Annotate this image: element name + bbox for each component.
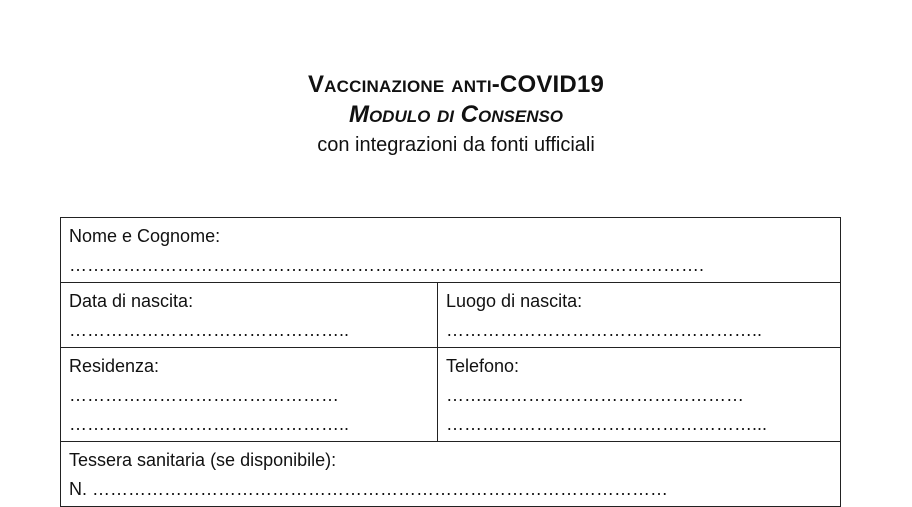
residenza-cell[interactable] [61,348,438,442]
form-row-nome [61,218,841,283]
telefono-field-line-1[interactable]: ……..…………………………………… [446,385,745,405]
form-row-contatti [61,348,841,442]
luogo-nascita-cell[interactable] [438,283,841,348]
personal-data-form [60,217,841,507]
nome-cognome-cell[interactable] [61,218,841,283]
document-header [0,70,912,159]
data-nascita-cell[interactable] [61,283,438,348]
data-nascita-label: Data di nascita: [69,291,194,311]
telefono-label: Telefono: [446,356,520,376]
tessera-sanitaria-field[interactable]: N. …………………………………………………………………………………… [69,479,669,499]
data-nascita-field[interactable]: ……………………………………….. [69,320,350,340]
nome-cognome-label: Nome e Cognome: [69,226,221,246]
document-note: con integrazioni da fonti ufficiali [317,134,595,156]
telefono-cell[interactable] [438,348,841,442]
residenza-label: Residenza: [69,356,160,376]
document-subtitle: Modulo di Consenso [348,101,564,128]
document-title: Vaccinazione anti-COVID19 [307,71,605,98]
residenza-field-line-2[interactable]: ……………………………………….. [69,414,350,434]
form-row-tessera [61,442,841,507]
tessera-sanitaria-cell[interactable] [61,442,841,507]
residenza-field-line-1[interactable]: ……………………………………… [69,385,339,405]
telefono-field-line-2[interactable]: ……………………………………………... [446,414,768,434]
luogo-nascita-field[interactable]: …………………………………………….. [446,320,763,340]
nome-cognome-field[interactable]: ……………………………………………………………………………………………. [69,255,705,275]
tessera-sanitaria-label: Tessera sanitaria (se disponibile): [69,450,337,470]
form-row-nascita [61,283,841,348]
luogo-nascita-label: Luogo di nascita: [446,291,583,311]
